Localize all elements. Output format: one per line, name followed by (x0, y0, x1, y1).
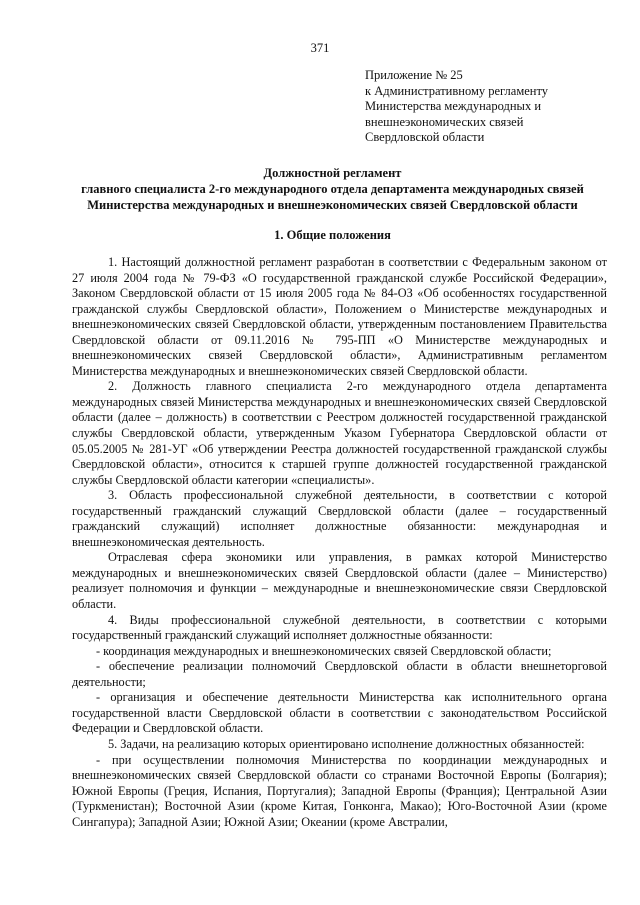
paragraph-1: 1. Настоящий должностной регламент разработан в соответствии с Федеральным законом от 27 июля 2004 года № 79-ФЗ «О государственной гражданской службе Российской Федерации», Законом Свердловской области от 15 июля 2005 года № 84-ОЗ «Об особенностях государственной гражданской службы Свердловской области», Положением о Министерстве международных и внешнеэкономических связей Свердловской области, утвержденным постановлением Правительства Свердловской области от 09.11.2016 № 795-ПП «О Министерстве международных и внешнеэкономических связей Свердловской области», Административным регламентом Министерства международных и внешнеэкономических связей Свердловской области. (72, 255, 607, 378)
appendix-line: Приложение № 25 (365, 68, 463, 82)
paragraph-3: 3. Область профессиональной служебной деятельности, в соответствии с которой государственный гражданский служащий Свердловской области (далее – государственный гражданский служащий) исполняет должностные обязанности: международная и внешнеэкономическая деятельность. (72, 488, 607, 549)
list-item-organization: - организация и обеспечение деятельности Министерства как исполнительного органа государственной власти Свердловской области в соответствии с законодательством Российской Федерации и Свердловской области. (72, 690, 607, 736)
appendix-line: Свердловской области (365, 130, 485, 145)
paragraph-4: 4. Виды профессиональной служебной деятельности, в соответствии с которыми государственный гражданский служащий исполняет должностные обязанности: (72, 612, 607, 643)
section-heading: 1. Общие положения (274, 228, 391, 242)
paragraph-5: 5. Задачи, на реализацию которых ориентировано исполнение должностных обязанностей: (108, 736, 585, 751)
appendix-line: внешнеэкономических связей (365, 114, 524, 129)
appendix-note (365, 68, 605, 146)
list-item-tasks: - при осуществлении полномочия Министерства по координации международных и внешнеэкономических связей Свердловской области со странами Восточной Европы (Болгария); Южной Европы (Греция, Испания, Португалия); Западной Европы (Франция); Центральной Азии (Туркменистан); Восточной Азии (кроме Китая, Гонконга, Макао); Юго-Восточной Азии (кроме Сингапура); Западной Азии; Южной Азии; Океании (кроме Австралии, (72, 752, 607, 829)
title-line: главного специалиста 2-го международного отдела департамента международных связей (81, 181, 584, 196)
list-item-foreign-trade: - обеспечение реализации полномочий Свердловской области в области внешнеторговой деятельности; (72, 659, 607, 689)
document-body (72, 255, 607, 830)
appendix-line: к Административному регламенту (365, 83, 549, 98)
page-number: 371 (310, 41, 330, 55)
title-line: Должностной регламент (263, 166, 402, 180)
paragraph-2: 2. Должность главного специалиста 2-го международного отдела департамента международных связей Министерства международных и внешнеэкономических связей Свердловской области (далее – должность) в соответствии с Реестром должностей государственной гражданской службы Свердловской области, утвержденным Указом Губернатора Свердловской области от 05.05.2005 № 281-УГ «Об утверждении Реестра должностей государственной гражданской службы Свердловской области», относится к старшей группе должностей государственной гражданской службы Свердловской области категории «специалисты». (72, 379, 607, 487)
title-line: Министерства международных и внешнеэкономических связей Свердловской области (87, 197, 578, 212)
appendix-line: Министерства международных и (365, 99, 542, 114)
paragraph-3-sector: Отраслевая сфера экономики или управления, в рамках которой Министерство международных и внешнеэкономических связей Свердловской области (далее – Министерство) реализует полномочия и функции – международные и внешнеэкономические связи Свердловской области. (72, 550, 607, 612)
list-item-coordination: - координация международных и внешнеэкономических связей Свердловской области; (96, 643, 552, 658)
document-title (60, 166, 605, 213)
